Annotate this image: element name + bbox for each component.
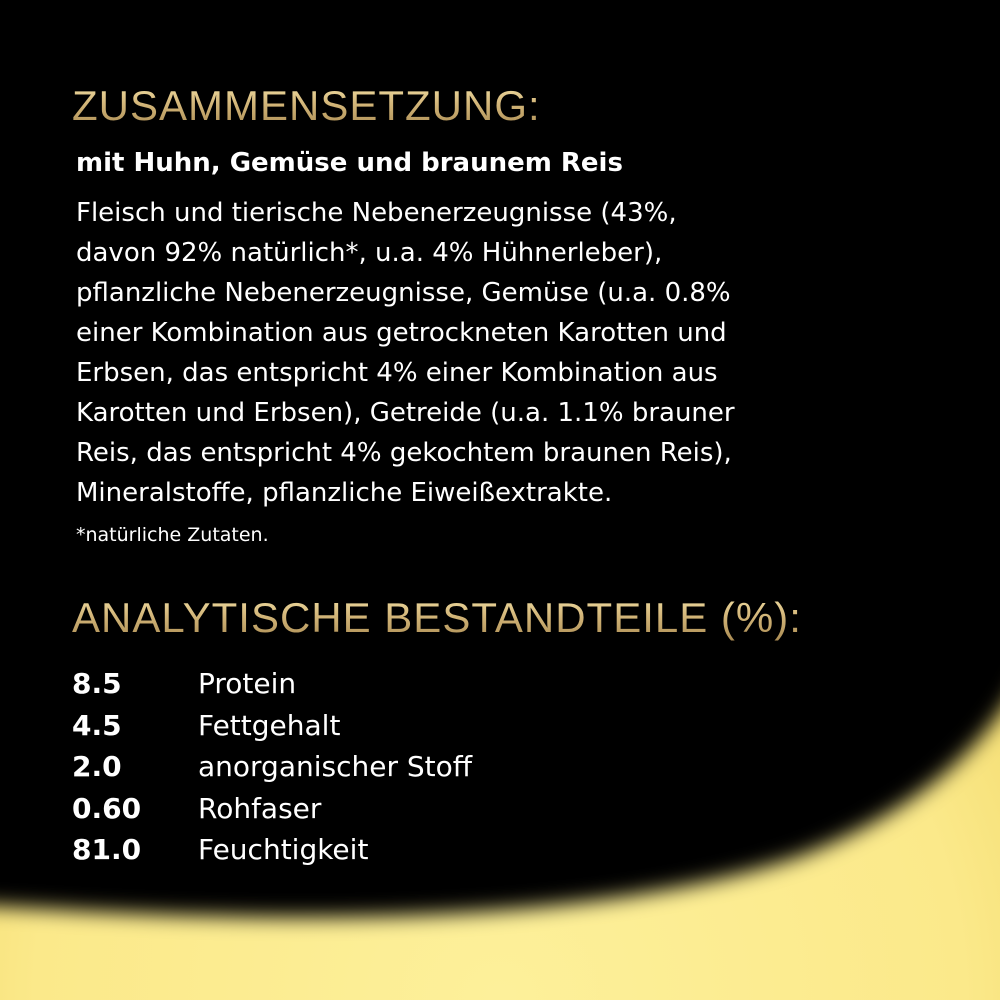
analysis-label: Protein	[198, 667, 297, 700]
analysis-row	[72, 829, 472, 871]
analysis-label: Feuchtigkeit	[198, 833, 369, 866]
analysis-row	[72, 663, 472, 705]
composition-line: Fleisch und tierische Nebenerzeugnisse (43%,	[76, 198, 677, 228]
composition-subtitle: mit Huhn, Gemüse und braunem Reis	[76, 148, 623, 178]
analysis-value: 4.5	[72, 708, 122, 742]
composition-footnote: *natürliche Zutaten.	[76, 524, 269, 546]
composition-text	[76, 193, 735, 513]
composition-heading: ZUSAMMENSETZUNG:	[72, 82, 541, 129]
analysis-heading: ANALYTISCHE BESTANDTEILE (%):	[72, 594, 802, 641]
analysis-row	[72, 788, 472, 830]
analysis-value: 81.0	[72, 833, 142, 866]
composition-line: pflanzliche Nebenerzeugnisse, Gemüse (u.a. 0.8%	[76, 278, 731, 308]
analysis-value: 0.60	[72, 791, 142, 825]
composition-line: Karotten und Erbsen), Getreide (u.a. 1.1% brauner	[76, 398, 735, 428]
analysis-label: Rohfaser	[198, 791, 322, 825]
analysis-table	[72, 663, 472, 871]
composition-line: einer Kombination aus getrockneten Karotten und	[76, 318, 727, 348]
composition-line: Reis, das entspricht 4% gekochtem braunen Reis),	[76, 438, 732, 468]
composition-line: Mineralstoffe, pflanzliche Eiweißextrakte.	[76, 478, 613, 508]
analysis-value: 8.5	[72, 667, 122, 700]
analysis-label: anorganischer Stoff	[198, 750, 473, 783]
composition-line: Erbsen, das entspricht 4% einer Kombination aus	[76, 358, 718, 388]
analysis-row	[72, 705, 472, 747]
analysis-row	[72, 746, 472, 788]
composition-line: davon 92% natürlich*, u.a. 4% Hühnerleber),	[76, 238, 663, 268]
analysis-value: 2.0	[72, 750, 122, 783]
analysis-label: Fettgehalt	[198, 708, 341, 742]
